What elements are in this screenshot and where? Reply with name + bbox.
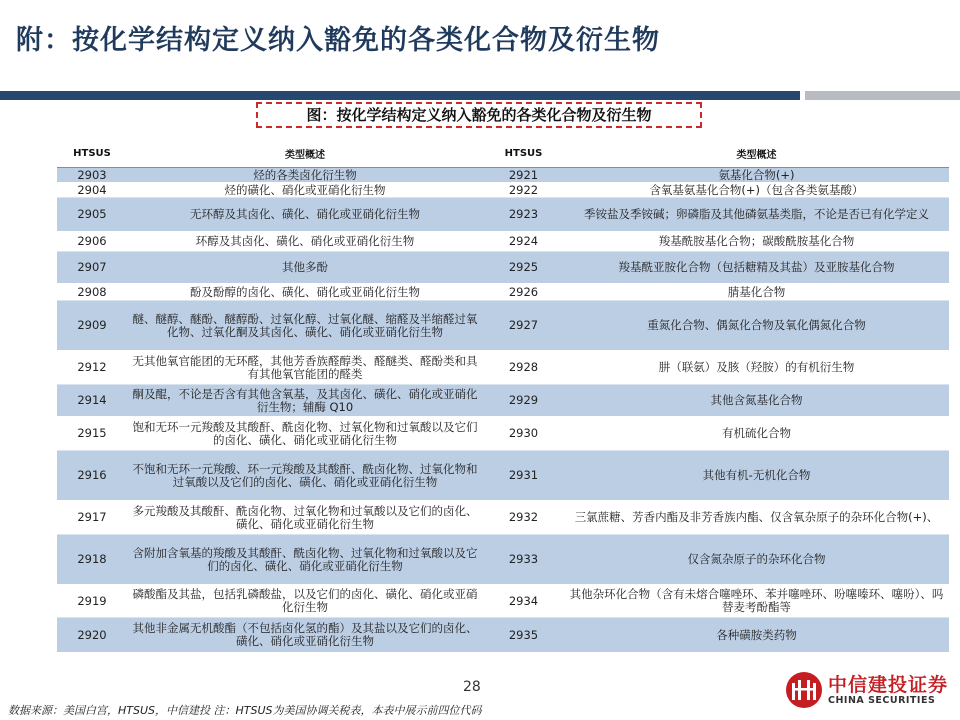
figure-caption: 图：按化学结构定义纳入豁免的各类化合物及衍生物 [256,102,702,128]
type-description-cell: 酚及酚醇的卤化、磺化、硝化或亚硝化衍生物 [127,284,483,301]
type-description-cell: 环醇及其卤化、磺化、硝化或亚硝化衍生物 [127,232,483,252]
header-htsus-1: HTSUS [57,140,127,168]
page-title: 附：按化学结构定义纳入豁免的各类化合物及衍生物 [16,25,660,56]
type-description-cell: 酮及醌，不论是否含有其他含氧基，及其卤化、磺化、硝化或亚硝化衍生物；辅酶 Q10 [127,385,483,417]
htsus-code-cell: 2929 [483,385,564,417]
type-description-cell: 仅含氮杂原子的杂环化合物 [564,535,949,585]
type-description-cell: 磷酸酯及其盐，包括乳磷酸盐，以及它们的卤化、磺化、硝化或亚硝化衍生物 [127,585,483,618]
htsus-code-cell: 2935 [483,618,564,653]
type-description-cell: 含氧基氨基化合物(+)（包含各类氨基酸） [564,183,949,198]
type-description-cell: 其他含氮基化合物 [564,385,949,417]
htsus-code-cell: 2918 [57,535,127,585]
table-row [57,618,949,653]
htsus-code-cell: 2923 [483,198,564,232]
table-row [57,535,949,585]
htsus-code-cell: 2933 [483,535,564,585]
htsus-code-cell: 2917 [57,501,127,535]
htsus-code-cell: 2916 [57,451,127,501]
type-description-cell: 烃的各类卤化衍生物 [127,168,483,183]
type-description-cell: 各种磺胺类药物 [564,618,949,653]
table-body [57,168,949,653]
htsus-code-cell: 2908 [57,284,127,301]
type-description-cell: 不饱和无环一元羧酸、环一元羧酸及其酸酐、酰卤化物、过氧化物和过氧酸以及它们的卤化、磺化、硝化或亚硝化衍生物 [127,451,483,501]
type-description-cell: 腈基化合物 [564,284,949,301]
logo-en-text: CHINA SECURITIES [828,695,936,706]
htsus-code-cell: 2932 [483,501,564,535]
table-row [57,501,949,535]
table-row [57,351,949,385]
htsus-code-cell: 2925 [483,252,564,284]
htsus-code-cell: 2915 [57,417,127,451]
htsus-code-cell: 2928 [483,351,564,385]
company-logo [784,668,954,712]
page-number: 28 [463,679,481,695]
type-description-cell: 无环醇及其卤化、磺化、硝化或亚硝化衍生物 [127,198,483,232]
htsus-code-cell: 2909 [57,301,127,351]
type-description-cell: 烃的磺化、硝化或亚硝化衍生物 [127,183,483,198]
type-description-cell: 醚、醚醇、醚酚、醚醇酚、过氧化醇、过氧化醚、缩醛及半缩醛过氧化物、过氧化酮及其卤化、磺化、硝化或亚硝化衍生物 [127,301,483,351]
type-description-cell: 羧基酰胺基化合物；碳酸酰胺基化合物 [564,232,949,252]
htsus-code-cell: 2930 [483,417,564,451]
type-description-cell: 无其他氧官能团的无环醛，其他芳香族醛醇类、醛醚类、醛酚类和具有其他氧官能团的醛类 [127,351,483,385]
table-row [57,585,949,618]
htsus-code-cell: 2922 [483,183,564,198]
header-bar-blue [0,91,800,100]
type-description-cell: 多元羧酸及其酸酐、酰卤化物、过氧化物和过氧酸以及它们的卤化、磺化、硝化或亚硝化衍生物 [127,501,483,535]
htsus-code-cell: 2920 [57,618,127,653]
type-description-cell: 其他杂环化合物（含有未熔合噻唑环、苯并噻唑环、吩噻嗪环、噻吩）、吗替麦考酚酯等 [564,585,949,618]
table-row [57,417,949,451]
type-description-cell: 其他多酚 [127,252,483,284]
htsus-code-cell: 2919 [57,585,127,618]
type-description-cell: 有机硫化合物 [564,417,949,451]
logo-emblem-icon [784,670,824,710]
exemption-table [57,140,949,653]
htsus-code-cell: 2924 [483,232,564,252]
type-description-cell: 氨基化合物(+) [564,168,949,183]
htsus-code-cell: 2931 [483,451,564,501]
htsus-code-cell: 2921 [483,168,564,183]
header-htsus-2: HTSUS [483,140,564,168]
table-row [57,168,949,183]
htsus-code-cell: 2904 [57,183,127,198]
table-row [57,301,949,351]
logo-cn-text: 中信建投证券 [828,674,949,696]
table-row [57,198,949,232]
htsus-code-cell: 2905 [57,198,127,232]
htsus-code-cell: 2914 [57,385,127,417]
type-description-cell: 羧基酰亚胺化合物（包括糖精及其盐）及亚胺基化合物 [564,252,949,284]
table-row [57,232,949,252]
header-type-2: 类型概述 [564,140,949,168]
table-row [57,252,949,284]
table-row [57,284,949,301]
htsus-code-cell: 2903 [57,168,127,183]
table-header-row [57,140,949,168]
htsus-code-cell: 2907 [57,252,127,284]
table-row [57,451,949,501]
type-description-cell: 三氯蔗糖、芳香内酯及非芳香族内酯、仅含氧杂原子的杂环化合物(+)、 [564,501,949,535]
type-description-cell: 含附加含氧基的羧酸及其酸酐、酰卤化物、过氧化物和过氧酸以及它们的卤化、磺化、硝化或亚硝化衍生物 [127,535,483,585]
header-bar-gray [805,91,960,100]
htsus-code-cell: 2927 [483,301,564,351]
table-row [57,385,949,417]
type-description-cell: 其他非金属无机酸酯（不包括卤化氢的酯）及其盐以及它们的卤化、磺化、硝化或亚硝化衍生物 [127,618,483,653]
source-note: 数据来源：美国白宫，HTSUS，中信建投 注：HTSUS为美国协调关税表，本表中展示前四位代码 [8,704,482,717]
htsus-code-cell: 2926 [483,284,564,301]
htsus-code-cell: 2934 [483,585,564,618]
header-type-1: 类型概述 [127,140,483,168]
htsus-code-cell: 2912 [57,351,127,385]
type-description-cell: 重氮化合物、偶氮化合物及氧化偶氮化合物 [564,301,949,351]
table-row [57,183,949,198]
type-description-cell: 季铵盐及季铵碱；卵磷脂及其他磷氨基类脂，不论是否已有化学定义 [564,198,949,232]
type-description-cell: 肼（联氨）及胲（羟胺）的有机衍生物 [564,351,949,385]
type-description-cell: 饱和无环一元羧酸及其酸酐、酰卤化物、过氧化物和过氧酸以及它们的卤化、磺化、硝化或亚硝化衍生物 [127,417,483,451]
type-description-cell: 其他有机-无机化合物 [564,451,949,501]
htsus-code-cell: 2906 [57,232,127,252]
